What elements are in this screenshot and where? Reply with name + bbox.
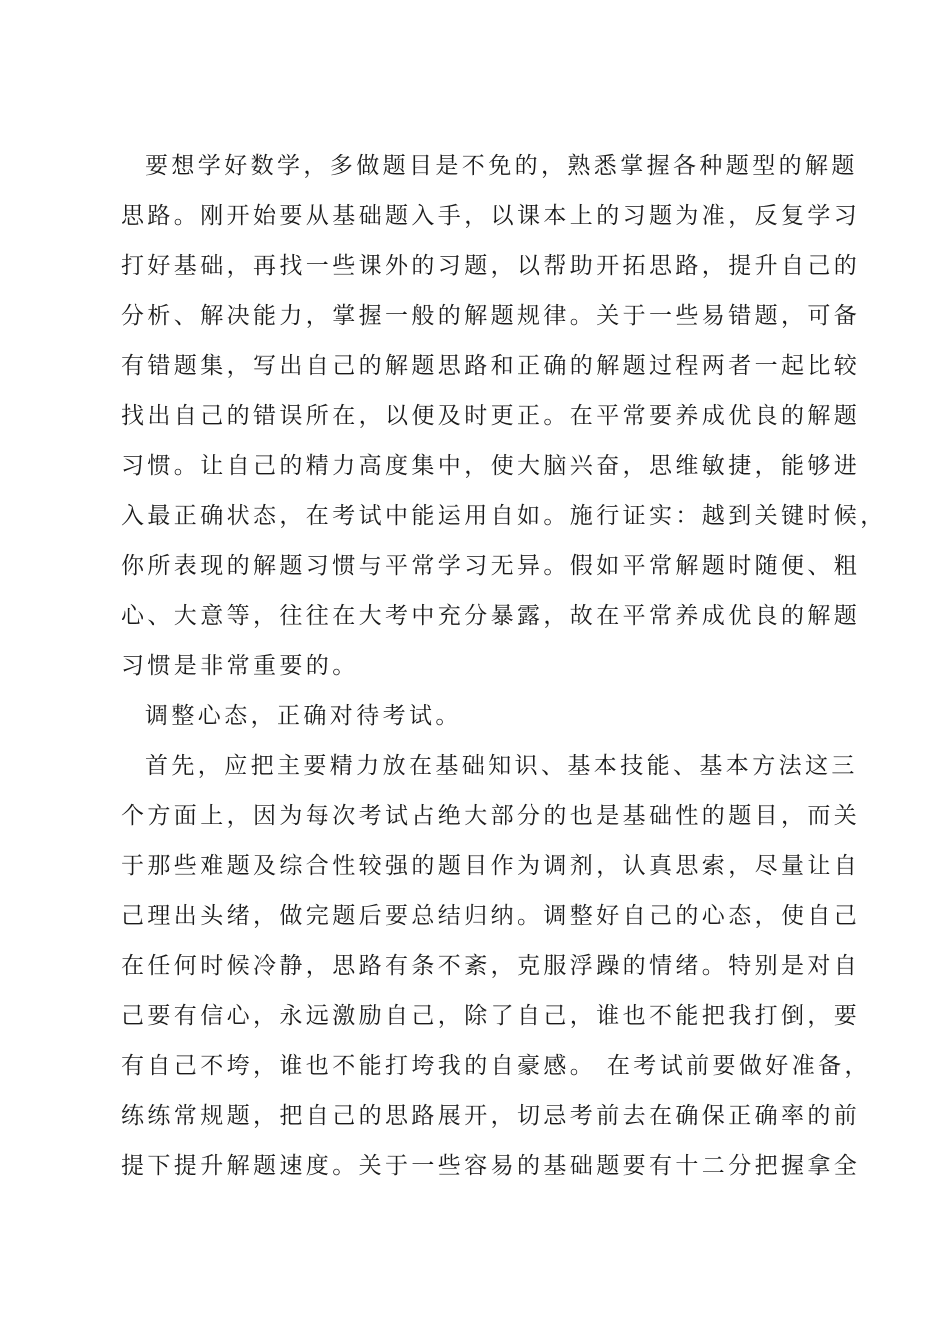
- text-line: 有自己不垮，谁也不能打垮我的自豪感。 在考试前要做好准备，: [121, 1053, 871, 1079]
- text-line: 练练常规题，把自己的思路展开，切忌考前去在确保正确率的前: [121, 1103, 861, 1129]
- text-line: 己要有信心，永远激励自己，除了自己，谁也不能把我打倒，要: [121, 1003, 861, 1029]
- text-line: 打好基础，再找一些课外的习题，以帮助开拓思路，提升自己的: [121, 253, 861, 279]
- text-line: 个方面上，因为每次考试占绝大部分的也是基础性的题目，而关: [121, 803, 861, 829]
- text-line: 提下提升解题速度。关于一些容易的基础题要有十二分把握拿全: [121, 1153, 861, 1179]
- text-line: 习惯是非常重要的。: [121, 653, 359, 679]
- text-line: 入最正确状态，在考试中能运用自如。施行证实：越到关键时候，: [121, 503, 887, 529]
- section-heading: 调整心态，正确对待考试。: [145, 703, 462, 729]
- text-line: 习惯。让自己的精力高度集中，使大脑兴奋，思维敏捷，能够进: [121, 453, 861, 479]
- text-line: 思路。刚开始要从基础题入手，以课本上的习题为准，反复学习: [121, 203, 861, 229]
- text-line: 你所表现的解题习惯与平常学习无异。假如平常解题时随便、粗: [121, 553, 861, 579]
- text-line: 分析、解决能力，掌握一般的解题规律。关于一些易错题，可备: [121, 303, 861, 329]
- text-line: 要想学好数学，多做题目是不免的，熟悉掌握各种题型的解题: [145, 153, 858, 179]
- text-line: 于那些难题及综合性较强的题目作为调剂，认真思索，尽量让自: [121, 853, 861, 879]
- text-line: 在任何时候冷静，思路有条不紊，克服浮躁的情绪。特别是对自: [121, 953, 861, 979]
- text-line: 首先，应把主要精力放在基础知识、基本技能、基本方法这三: [145, 753, 858, 779]
- text-line: 己理出头绪，做完题后要总结归纳。调整好自己的心态，使自己: [121, 903, 861, 929]
- text-line: 找出自己的错误所在，以便及时更正。在平常要养成优良的解题: [121, 403, 861, 429]
- text-line: 心、大意等，往往在大考中充分暴露，故在平常养成优良的解题: [121, 603, 861, 629]
- text-line: 有错题集，写出自己的解题思路和正确的解题过程两者一起比较: [121, 353, 861, 379]
